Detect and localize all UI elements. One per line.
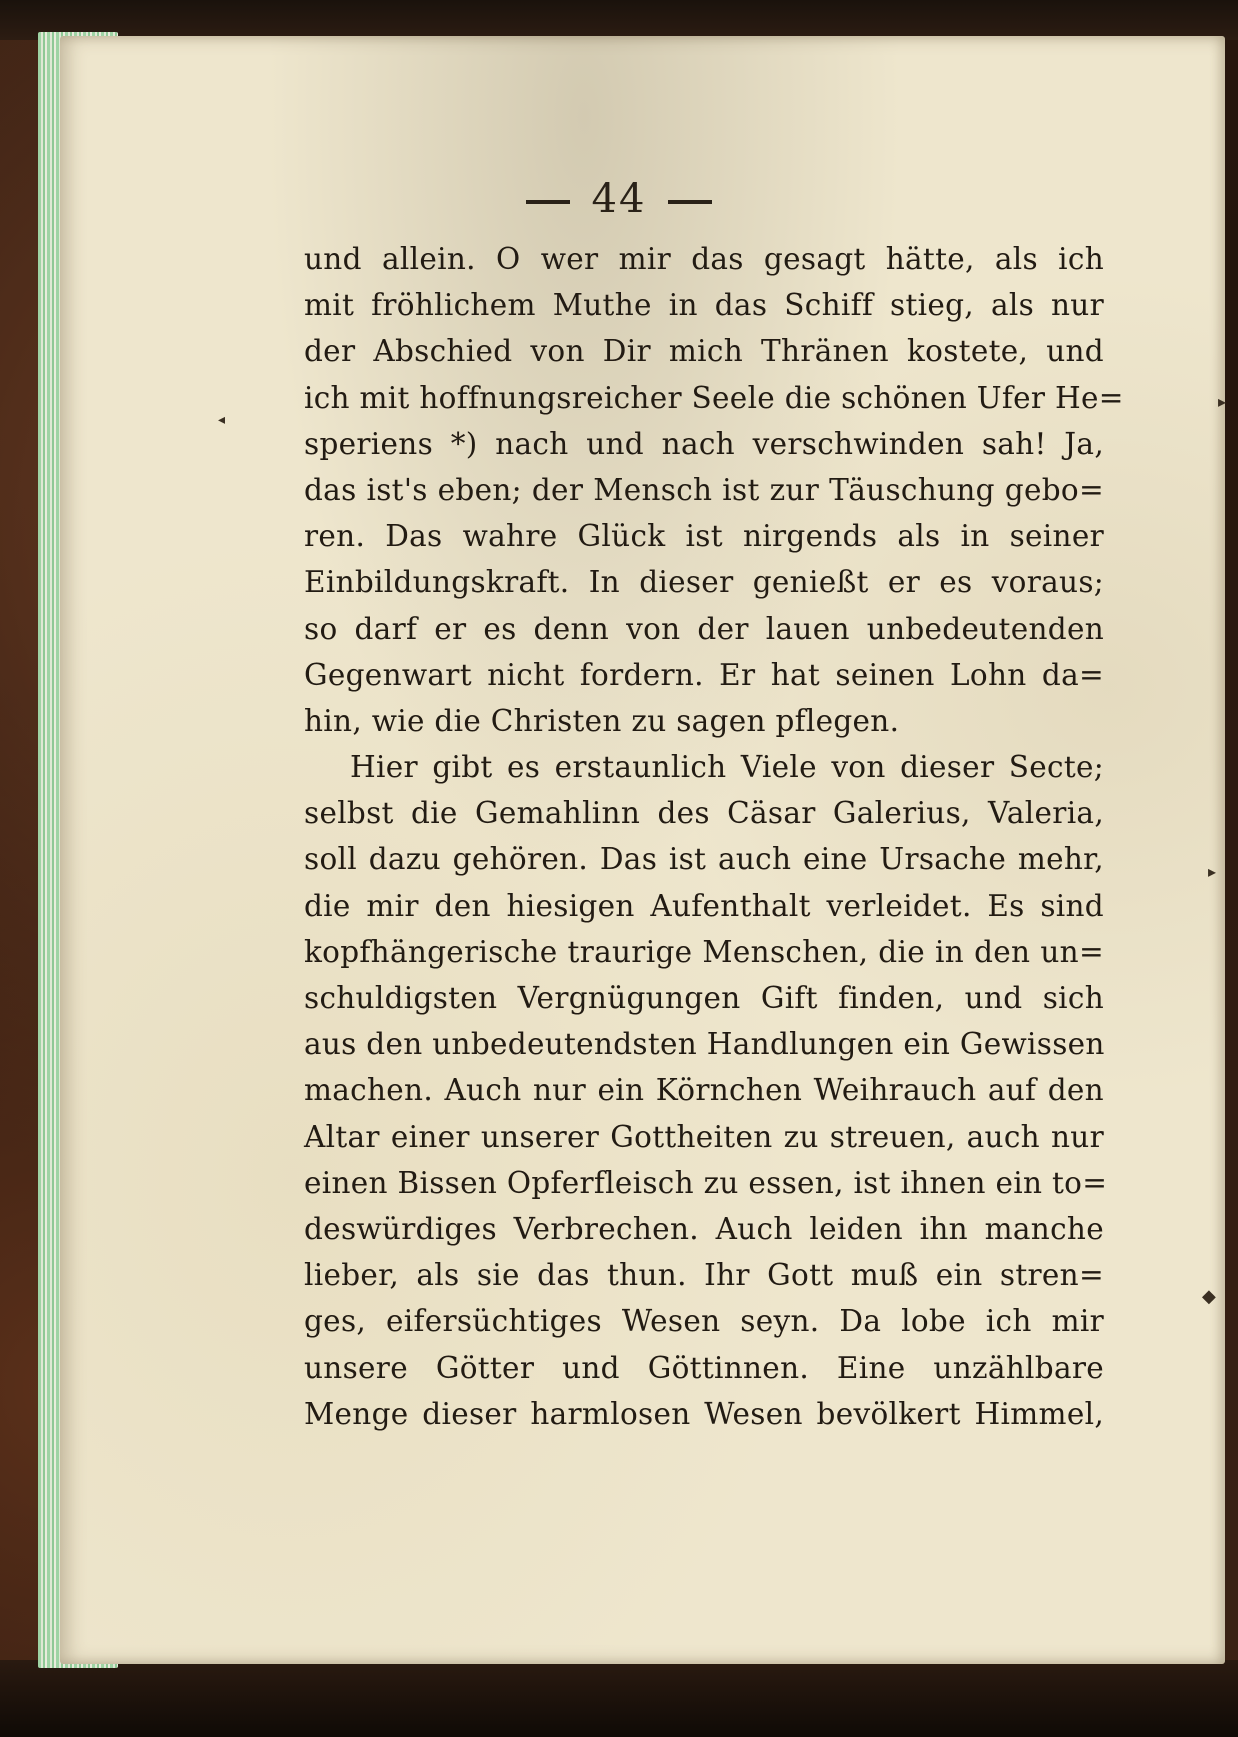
text-line: Altar einer unserer Gottheiten zu streuen, auch nur: [304, 1119, 1104, 1154]
ink-speck: ◂: [218, 412, 226, 428]
text-line: mit fröhlichem Muthe in das Schiff stieg, als nur: [304, 288, 1104, 323]
text-line: ren. Das wahre Glück ist nirgends als in seiner: [304, 519, 1104, 554]
ink-speck: ◆: [1202, 1286, 1216, 1307]
text-line: Hier gibt es erstaunlich Viele von dieser Secte;: [350, 750, 1104, 785]
book-cover-top: [0, 0, 1238, 40]
text-line: soll dazu gehören. Das ist auch eine Ursache mehr,: [304, 842, 1104, 877]
text-line: speriens *) nach und nach verschwinden sah! Ja,: [304, 426, 1104, 461]
text-line: hin, wie die Christen zu sagen pflegen.: [304, 703, 900, 738]
text-line: ich mit hoffnungsreicher Seele die schönen Ufer He=: [304, 380, 1124, 415]
text-line: das ist's eben; der Mensch ist zur Täuschung gebo=: [304, 472, 1104, 507]
book-cover-bottom: [0, 1660, 1238, 1737]
text-line: so darf er es denn von der lauen unbedeutenden: [304, 611, 1104, 646]
text-line: der Abschied von Dir mich Thränen kostete, und: [304, 334, 1104, 369]
text-line: aus den unbedeutendsten Handlungen ein Gewissen: [304, 1027, 1105, 1062]
text-line: die mir den hiesigen Aufenthalt verleidet. Es sind: [304, 888, 1104, 923]
text-line: deswürdiges Verbrechen. Auch leiden ihn manche: [304, 1211, 1104, 1246]
text-line: unsere Götter und Göttinnen. Eine unzählbare: [304, 1350, 1104, 1385]
text-line: lieber, als sie das thun. Ihr Gott muß ein stren=: [304, 1258, 1104, 1293]
text-line: machen. Auch nur ein Körnchen Weihrauch auf den: [304, 1073, 1104, 1108]
ink-speck: ▸: [1208, 862, 1217, 881]
text-line: selbst die Gemahlinn des Cäsar Galerius, Valeria,: [304, 796, 1104, 831]
page-number-dash-left: [526, 200, 570, 204]
text-line: Gegenwart nicht fordern. Er hat seinen Lohn da=: [304, 657, 1104, 692]
body-text: [304, 236, 1124, 1437]
page-number-value: 44: [591, 176, 647, 222]
text-line: Einbildungskraft. In dieser genießt er es voraus;: [304, 565, 1104, 600]
page-number-dash-right: [668, 200, 712, 204]
text-line: ges, eifersüchtiges Wesen seyn. Da lobe ich mir: [304, 1304, 1104, 1339]
text-line: einen Bissen Opferfleisch zu essen, ist ihnen ein to=: [304, 1165, 1108, 1200]
page-number: [0, 176, 1238, 222]
ink-speck: ▸: [1218, 392, 1227, 411]
text-line: und allein. O wer mir das gesagt hätte, als ich: [304, 242, 1104, 276]
text-line: Menge dieser harmlosen Wesen bevölkert Himmel,: [304, 1396, 1104, 1431]
text-line: kopfhängerische traurige Menschen, die in den un=: [304, 934, 1104, 969]
text-line: schuldigsten Vergnügungen Gift finden, und sich: [304, 981, 1104, 1015]
